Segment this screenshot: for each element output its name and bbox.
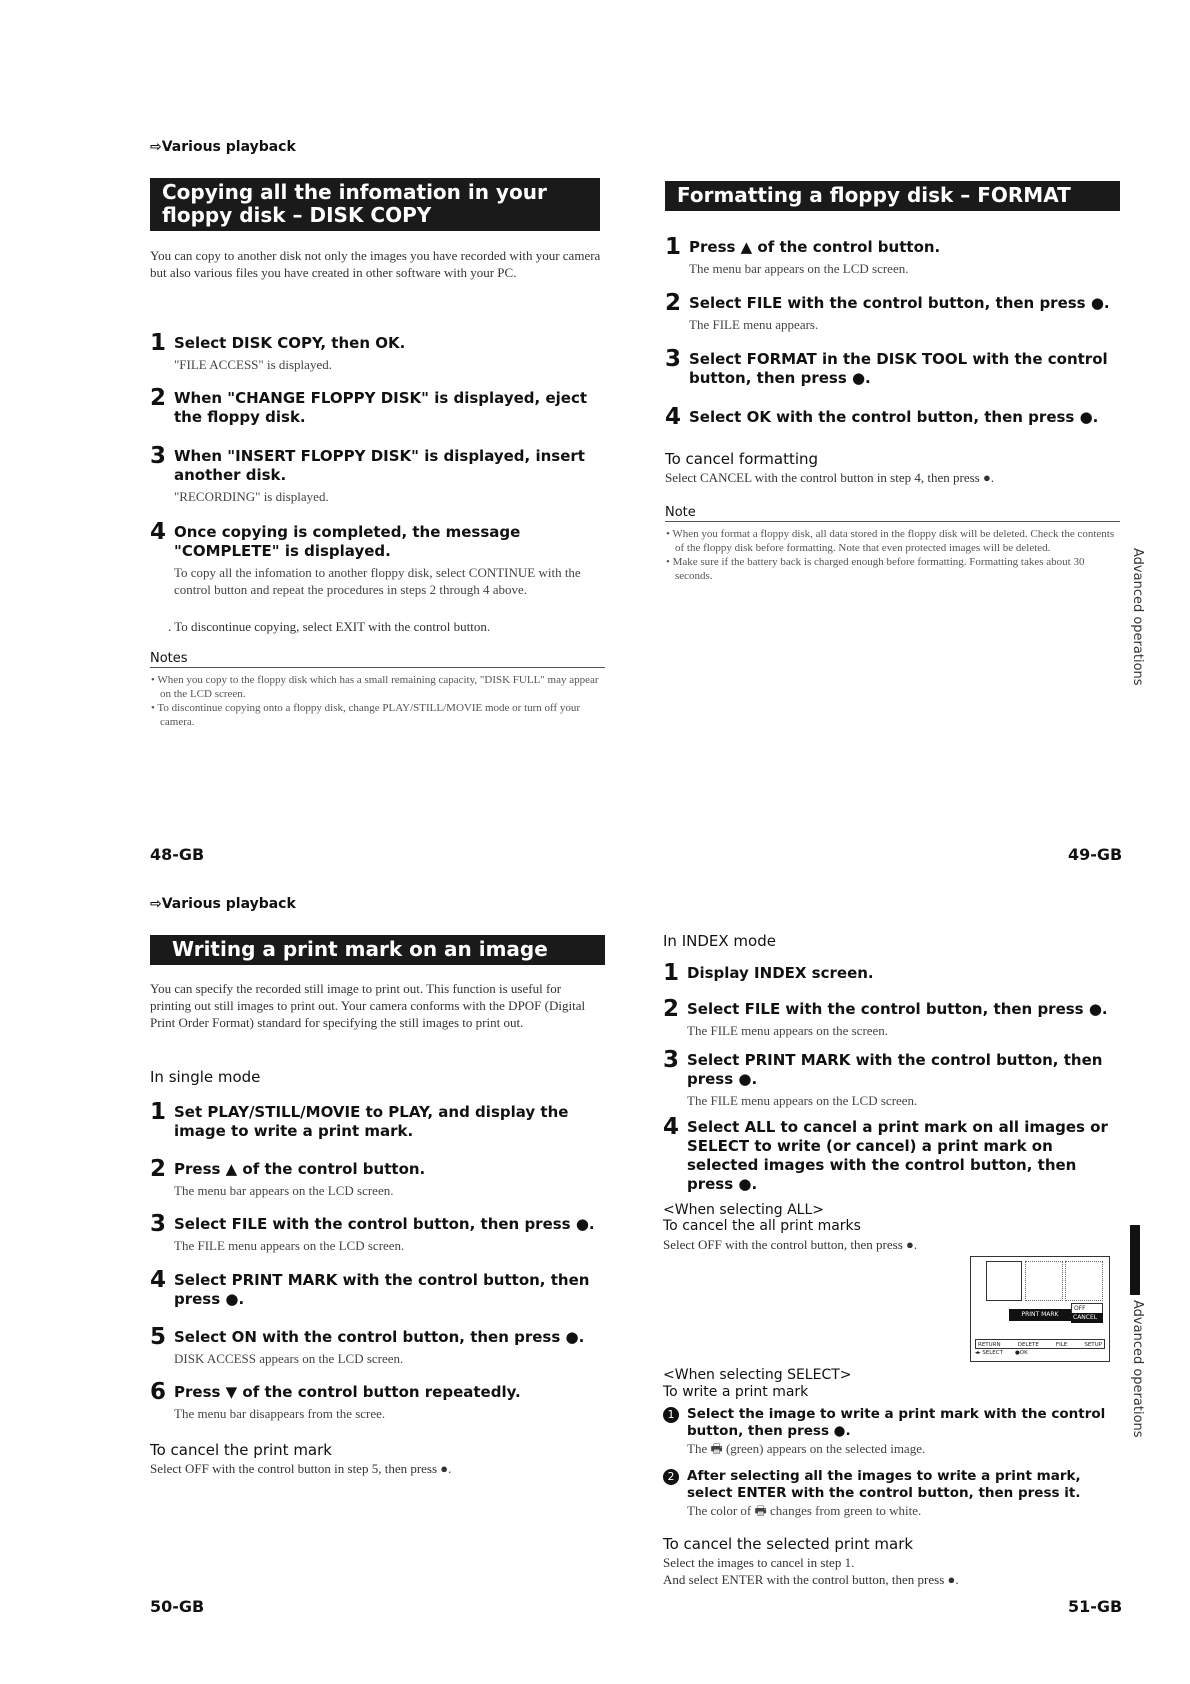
side-tab-label: Advanced operations	[1130, 1300, 1145, 1438]
thumbnail-frame	[1065, 1261, 1103, 1301]
step	[150, 330, 605, 373]
step	[665, 234, 1125, 277]
step-desc: The menu bar appears on the LCD screen.	[689, 261, 909, 276]
banner-line: Writing a print mark on an image	[172, 937, 548, 961]
when-select-label: <When selecting SELECT>	[663, 1367, 852, 1383]
menu-option-off: OFF	[1071, 1303, 1103, 1314]
step-number: 4	[665, 404, 682, 430]
step	[663, 1047, 1123, 1109]
page-number: 51-GB	[1068, 1597, 1123, 1616]
section-banner-disk-copy	[150, 178, 600, 231]
cancel-all-heading: To cancel the all print marks	[663, 1218, 861, 1234]
page-number: 48-GB	[150, 845, 205, 864]
write-print-mark-heading: To write a print mark	[663, 1384, 809, 1400]
cancel-formatting-heading: To cancel formatting	[665, 450, 819, 468]
step-number: 3	[663, 1047, 680, 1073]
intro-paragraph: You can copy to another disk not only the images you have recorded with your camera but also various files you have created in other software with your PC.	[150, 248, 601, 280]
when-all-label: <When selecting ALL>	[663, 1202, 824, 1218]
menu-bar-file: FILE	[1055, 1342, 1068, 1348]
menu-bar	[975, 1339, 1105, 1349]
notes-heading: Notes	[150, 651, 605, 668]
step-desc: "RECORDING" is displayed.	[174, 489, 329, 504]
menu-guide-ok: ●OK	[1014, 1350, 1028, 1356]
step	[663, 960, 1123, 986]
note-item: • When you format a floppy disk, all data stored in the floppy disk will be deleted. Check the contents of the floppy disk before formatting. Note that even protected images will be deleted.	[666, 528, 1115, 554]
menu-bar-setup: SETUP	[1084, 1342, 1102, 1348]
step-title: Set PLAY/STILL/MOVIE to PLAY, and display the image to write a print mark.	[174, 1103, 569, 1140]
side-tab-label: Advanced operations	[1130, 548, 1145, 686]
thumbnail-frame	[986, 1261, 1022, 1301]
cancel-print-mark-text: Select OFF with the control button in step 5, then press ●.	[150, 1461, 452, 1476]
step-desc: The FILE menu appears on the screen.	[687, 1023, 889, 1038]
step-title: Select PRINT MARK with the control button, then press ●.	[687, 1051, 1103, 1088]
side-tab-marker	[1130, 1225, 1140, 1295]
step-number: 1	[150, 1099, 167, 1125]
step-number: 3	[150, 1211, 167, 1237]
sub-step	[663, 1468, 1108, 1519]
page-number: 49-GB	[1068, 845, 1123, 864]
menu-print-mark: PRINT MARK	[1009, 1309, 1071, 1321]
note-item: • To discontinue copying onto a floppy disk, change PLAY/STILL/MOVIE mode or turn off your camera.	[151, 702, 581, 728]
notes-list	[665, 527, 1115, 583]
step	[150, 385, 605, 427]
banner-line-2: floppy disk – DISK COPY	[162, 203, 432, 227]
step	[663, 996, 1123, 1039]
step-number: 2	[150, 385, 167, 411]
cancel-all-text: Select OFF with the control button, then press ●.	[663, 1237, 918, 1252]
step-desc: The menu bar disappears from the scree.	[174, 1406, 386, 1421]
step	[665, 290, 1125, 333]
sub-step-title: Select the image to write a print mark with the control button, then press ●.	[687, 1406, 1106, 1439]
step-title: When "CHANGE FLOPPY DISK" is displayed, eject the floppy disk.	[174, 389, 588, 426]
step-number: 3	[665, 346, 682, 372]
step-title: Press ▼ of the control button repeatedly.	[174, 1383, 521, 1401]
mode-heading: In INDEX mode	[663, 932, 776, 950]
cancel-formatting-text: Select CANCEL with the control button in step 4, then press ●.	[665, 470, 995, 485]
step-title: Select FILE with the control button, then press ●.	[689, 294, 1110, 312]
mode-heading: In single mode	[150, 1068, 261, 1086]
step	[150, 1324, 605, 1367]
step-number: 1	[150, 330, 167, 356]
step-title: Select ON with the control button, then press ●.	[174, 1328, 585, 1346]
step-number: 4	[150, 1267, 167, 1293]
notes-list	[150, 673, 600, 729]
step	[150, 1267, 605, 1309]
step-number: 2	[665, 290, 682, 316]
step-desc: DISK ACCESS appears on the LCD screen.	[174, 1351, 404, 1366]
step-desc: The FILE menu appears.	[689, 317, 819, 332]
step-number: 2	[150, 1156, 167, 1182]
note-heading: Note	[665, 505, 1120, 522]
banner-line: Formatting a floppy disk – FORMAT	[677, 183, 1071, 207]
step	[150, 1156, 605, 1199]
step-desc: The FILE menu appears on the LCD screen.	[687, 1093, 918, 1108]
step	[150, 1099, 605, 1141]
circled-number: 1	[663, 1407, 679, 1423]
step-desc: The FILE menu appears on the LCD screen.	[174, 1238, 405, 1253]
step-number: 4	[150, 519, 167, 545]
step	[150, 1211, 610, 1254]
step-title: Once copying is completed, the message "COMPLETE" is displayed.	[174, 523, 521, 560]
cancel-selected-text-1: Select the images to cancel in step 1.	[663, 1555, 855, 1570]
step-number: 1	[663, 960, 680, 986]
step-title: Select ALL to cancel a print mark on all images or SELECT to write (or cancel) a print mark on selected images with the control button, then press ●.	[687, 1118, 1108, 1193]
breadcrumb: ⇨Various playback	[150, 139, 296, 155]
banner-line-1: Copying all the infomation in your	[162, 180, 547, 204]
sub-step-desc: The color of 🖶 changes from green to white.	[687, 1503, 922, 1518]
menu-bar-delete: DELETE	[1017, 1342, 1039, 1348]
step-number: 2	[663, 996, 680, 1022]
intro-paragraph: You can specify the recorded still image to print out. This function is useful for printing out still images to print out. Your camera conforms with the DPOF (Digital Print Order Format) standard for specifying the still images to print out.	[150, 981, 586, 1030]
step-title: Press ▲ of the control button.	[689, 238, 941, 256]
step-title: Select FILE with the control button, then press ●.	[687, 1000, 1108, 1018]
step-title: Press ▲ of the control button.	[174, 1160, 426, 1178]
step	[663, 1114, 1108, 1194]
step-number: 6	[150, 1379, 167, 1405]
step	[150, 1379, 605, 1422]
menu-option-cancel: CANCEL	[1071, 1313, 1103, 1323]
step	[665, 346, 1125, 388]
sub-step-desc: The 🖶 (green) appears on the selected image.	[687, 1441, 926, 1456]
section-banner-print-mark	[150, 935, 605, 965]
step-number: 4	[663, 1114, 680, 1140]
step-desc: The menu bar appears on the LCD screen.	[174, 1183, 394, 1198]
section-banner-format	[665, 181, 1120, 211]
step	[150, 519, 605, 598]
menu-guide	[975, 1350, 1028, 1356]
thumbnail-frame	[1025, 1261, 1063, 1301]
step-title: Select OK with the control button, then press ●.	[689, 408, 1099, 426]
step-title: Select FILE with the control button, then press ●.	[174, 1215, 595, 1233]
lcd-screen-illustration	[970, 1256, 1110, 1362]
menu-bar-return: RETURN	[978, 1342, 1001, 1348]
note-item: • When you copy to the floppy disk which has a small remaining capacity, "DISK FULL" may appear on the LCD screen.	[151, 674, 599, 700]
menu-guide-select: ◂▸ SELECT	[975, 1350, 1003, 1356]
step	[665, 404, 1125, 430]
step-number: 3	[150, 443, 167, 469]
step-title: When "INSERT FLOPPY DISK" is displayed, insert another disk.	[174, 447, 585, 484]
sub-step	[663, 1406, 1123, 1457]
note-item: • Make sure if the battery back is charged enough before formatting. Formatting takes about 30 seconds.	[666, 556, 1085, 582]
sub-step-title: After selecting all the images to write a print mark, select ENTER with the control button, then press it.	[687, 1468, 1081, 1501]
cancel-selected-heading: To cancel the selected print mark	[663, 1535, 914, 1553]
page-number: 50-GB	[150, 1597, 205, 1616]
step-title: Select DISK COPY, then OK.	[174, 334, 406, 352]
step-title: Display INDEX screen.	[687, 964, 874, 982]
discontinue-note: . To discontinue copying, select EXIT with the control button.	[168, 619, 491, 634]
step-number: 1	[665, 234, 682, 260]
step-number: 5	[150, 1324, 167, 1350]
step	[150, 443, 605, 505]
step-title: Select FORMAT in the DISK TOOL with the control button, then press ●.	[689, 350, 1108, 387]
step-desc: "FILE ACCESS" is displayed.	[174, 357, 332, 372]
step-desc: To copy all the infomation to another floppy disk, select CONTINUE with the control button and repeat the procedures in steps 2 through 4 above.	[174, 565, 581, 597]
cancel-print-mark-heading: To cancel the print mark	[150, 1441, 332, 1459]
step-title: Select PRINT MARK with the control button, then press ●.	[174, 1271, 590, 1308]
cancel-selected-text-2: And select ENTER with the control button, then press ●.	[663, 1572, 959, 1587]
breadcrumb: ⇨Various playback	[150, 896, 296, 912]
circled-number: 2	[663, 1469, 679, 1485]
